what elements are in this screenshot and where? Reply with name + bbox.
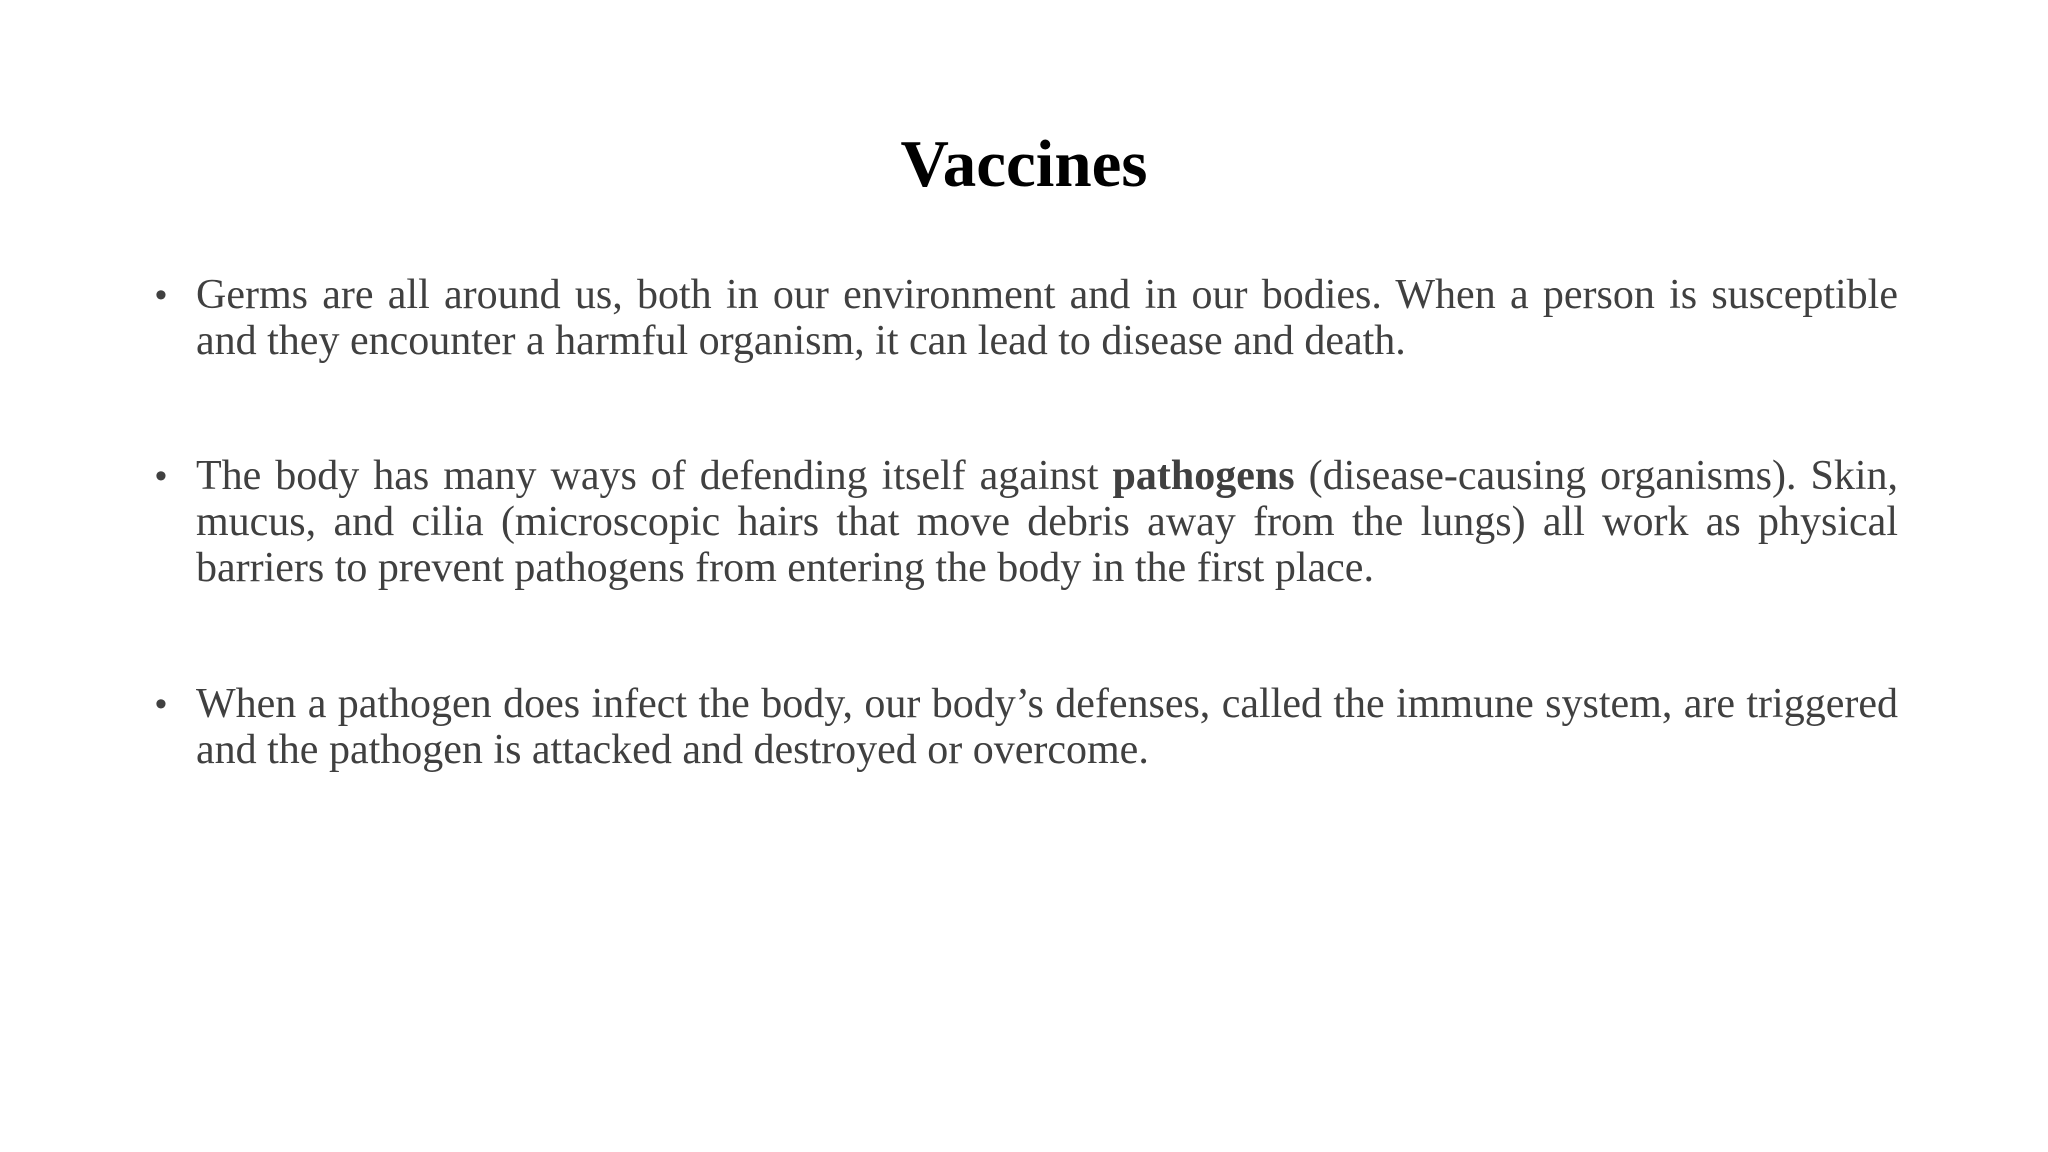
bullet-icon: • <box>155 685 167 723</box>
bullet-text-lead: The body has many ways of defending itself against <box>196 453 1113 499</box>
bullet-icon: • <box>155 276 167 314</box>
slide-title: Vaccines <box>900 127 1148 201</box>
bullet-icon: • <box>155 457 167 495</box>
bullet-text: When a pathogen does infect the body, our body’s defenses, called the immune system, are triggered and the pathogen is attacked and destroyed or overcome. <box>196 681 1898 773</box>
bold-term-pathogens: pathogens <box>1112 453 1295 499</box>
bullet-item-immune-system <box>155 681 1898 773</box>
bullet-item-germs <box>155 272 1898 364</box>
bullet-item-pathogens <box>155 453 1898 591</box>
bullet-text <box>196 453 1898 591</box>
bullet-text-rest: (disease-causing organisms). Skin, mucus, and cilia (microscopic hairs that move debris away from the lungs) all work as physical barriers to prevent pathogens from entering the body in the first place. <box>196 453 1898 591</box>
bullet-list <box>155 272 1898 773</box>
bullet-text: Germs are all around us, both in our environment and in our bodies. When a person is susceptible and they encounter a harmful organism, it can lead to disease and death. <box>196 272 1898 364</box>
